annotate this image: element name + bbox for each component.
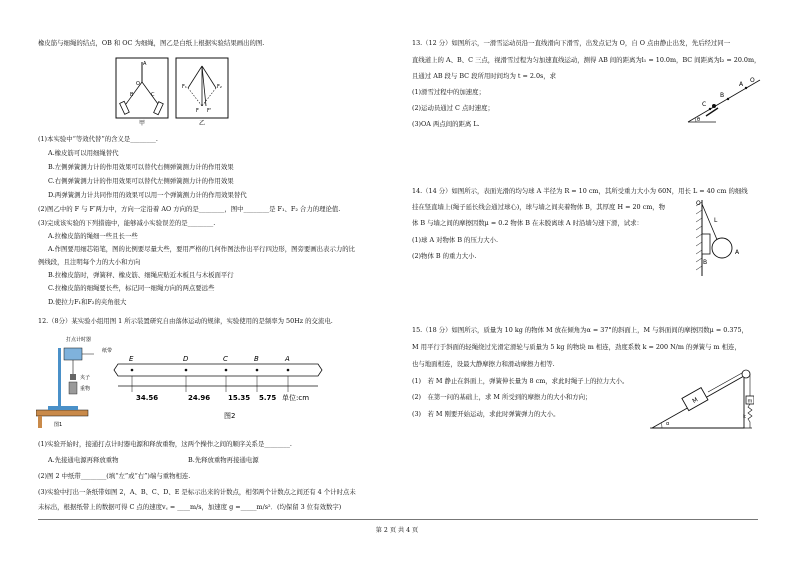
q12-part1-option-b: B.先释放重物再接通电源 [188,456,259,464]
ski-slope-figure [684,72,764,128]
q12-part3a: (3)实验中打出一条纸带如图 2，A、B、C、D、E 是标示出来的计数点，相邻两个计数点之间还有 4 个计时点未 [38,488,356,496]
q2-stem: (2)图乙中的 F 与 F′两力中，方向一定沿着 AO 方向的是________，图中________是 F₁、F₂ 合力的理论值. [38,205,341,213]
svg-text:M: M [691,396,700,405]
tape-point-label: A [285,355,290,363]
tape-dot [185,369,188,372]
q14-sub1: (1)球 A 对物体 B 的压力大小. [412,236,499,244]
svg-text:A: A [143,61,147,67]
tape-distance-label: 15.35 [228,394,251,402]
q14-sub2: (2)物体 B 的重力大小. [412,252,477,260]
incline-pulley-figure [648,362,754,432]
svg-text:重物: 重物 [80,386,91,392]
q15-sub3: (3) 若 M 刚要开始运动，求此时弹簧弹力的大小。 [412,410,560,418]
svg-text:L: L [714,217,718,224]
q1-option-c: C.右侧弹簧测力计的作用效果可以替代左侧弹簧测力计的作用效果 [48,177,234,185]
tape-point-label: C [223,355,228,363]
tape-dot [225,369,228,372]
q15-line3: 也与地面相连，设最大静摩擦力和滑动摩擦力相等. [412,360,555,368]
q14-line1: 14.（14 分）如图所示，表面光滑的均匀球 A 半径为 R = 10 cm，其所受重力大小为 60N，用长 L = 40 cm 的细线 [412,187,748,195]
q12-part1-option-a: A.先接通电源再释放重物 [48,456,119,464]
force-experiment-figure [114,56,234,128]
ball-wall-figure [682,198,752,278]
svg-text:m: m [747,398,753,405]
q13-line1: 13.（12 分）如图所示，一滑雪运动员沿一直线滑向下滑雪，出发点记为 O，自 O 点由静止出发，先后经过同一 [412,39,731,47]
svg-text:C: C [151,92,155,98]
q13-sub3: (3)OA 两点间的距离 L. [412,120,480,128]
svg-text:O: O [696,200,701,207]
q13-line2: 直线道上的 A、B、C 三点，视滑雪过程为匀加速直线运动，测得 AB 间的距离为l₁ = 10.0m，BC 间距离为l₂ = 20.0m， [412,56,761,64]
tape-unit-label: 单位:cm [282,394,310,402]
svg-text:B: B [703,259,708,266]
label-jia: 甲 [139,120,146,127]
tape-point-label: D [183,355,189,363]
q3-option-b: B.拉橡皮筋时，弹簧秤、橡皮筋、细绳应贴近木板且与木板面平行 [48,271,234,279]
svg-text:B: B [720,92,725,99]
tape-distance-label: 24.96 [188,394,211,402]
q15-line1: 15.（18 分）如图所示，质量为 10 kg 的物体 M 放在倾角为α = 37°的斜面上，M 与斜面间的摩擦因数μ = 0.375， [412,326,748,334]
q12-part3b: 未标出，根据纸带上的数据可得 C 点的速度v꜀ = ____m/s，加速度 g =_____m/s²．(均保留 3 位有效数字) [38,503,342,511]
svg-text:k: k [743,414,746,420]
tape-point-label: B [254,355,259,363]
tape-point-label: E [129,355,134,363]
q3-option-c: C.拉橡皮筋的细绳要长些，标记同一细绳方向的两点要远些 [48,284,215,292]
q1-option-b: B.左侧弹簧测力计的作用效果可以替代右侧弹簧测力计的作用效果 [48,163,234,171]
svg-text:A: A [735,249,740,256]
svg-text:打点计时器: 打点计时器 [66,337,92,343]
svg-text:F': F' [207,108,212,114]
svg-text:F: F [196,108,199,114]
tape-dot [287,369,290,372]
q3-option-a3: 例线段，且注明每个力的大小和方向 [38,258,141,266]
q1-option-a: A.橡皮筋可以用细绳替代 [48,149,119,157]
q3-option-a2: A.作图要用细芯铅笔，图的比例要尽量大些，要用严格的几何作图法作出平行四边形，图旁要画出表示力的比 [48,245,356,253]
footer-divider [38,519,758,520]
q15-sub2: (2) 在第一问的基础上，求 M 所受到的摩擦力的大小和方向； [412,393,592,401]
svg-text:图2: 图2 [224,412,236,420]
q3-option-d: D.使拉力F₁和F₂的夹角很大 [48,298,127,306]
svg-text:A: A [739,81,744,88]
svg-text:B: B [130,92,134,98]
svg-text:夹子: 夹子 [80,375,91,381]
q12-stem: 12.（8分）某实验小组用图 1 所示装置研究自由落体运动的规律，实验使用的是频率为 50Hz 的交流电. [38,317,333,325]
svg-text:F₁: F₁ [182,84,187,90]
q12-part2: (2)图 2 中纸带________(填“左”或“右”)端与重物相连. [38,472,191,480]
svg-text:O: O [136,81,140,87]
q14-line2: 挂在竖直墙上(绳子延长线会通过球心)，球与墙之间夹着物体 B，其厚度 H = 20 cm，物 [412,203,666,211]
q1-stem: (1)本实验中“等效代替”的含义是________. [38,135,158,143]
svg-text:α: α [666,421,670,427]
q13-line3: 且通过 AB 段与 BC 段所用时间均为 t = 2.0s，求 [412,72,557,80]
label-yi: 乙 [199,120,206,127]
q12-part1: (1)实验开始时，接通打点计时器电源和释放重物，这两个操作之间的顺序关系是________. [38,440,292,448]
tape-dot [131,369,134,372]
q15-line2: M 用平行于斜面的轻绳绕过光滑定滑轮与质量为 5 kg 的物块 m 相连，劲度系数 k = 200 N/m 的弹簧与 m 相连， [412,343,741,351]
tape-dot [256,369,259,372]
q3-stem: (3)完成该实验的下列措施中，能够减小实验误差的是________. [38,219,216,227]
svg-text:图1: 图1 [54,422,63,428]
q1-option-d: D.两弹簧测力计共同作用的效果可以用一个弹簧测力计的作用效果替代 [48,191,247,199]
q14-line3: 体 B 与墙之间的摩擦因数μ = 0.2 物体 B 在未脱离球 A 时沿墙匀速下滑，试求： [412,219,643,227]
svg-text:θ: θ [697,117,701,123]
tape-distance-label: 5.75 [259,394,277,402]
q13-sub1: (1)滑雪过程中的加速度； [412,88,485,96]
free-fall-figure [36,330,336,430]
svg-text:C: C [702,101,707,108]
tape-distance-label: 34.56 [136,394,159,402]
q3-option-a1: A.拉橡皮筋的绳细一些且长一些 [48,232,138,240]
intro-text: 橡皮筋与细绳的结点，OB 和 OC 为细绳，图乙是白纸上根据实验结果画出的图. [38,39,265,47]
svg-text:纸带: 纸带 [102,348,113,354]
svg-text:O: O [750,77,755,84]
q15-sub1: (1) 若 M 静止在斜面上，弹簧伸长量为 8 cm，求此时绳子上的拉力大小。 [412,377,629,385]
q13-sub2: (2)运动员通过 C 点时速度； [412,104,494,112]
page-number: 第 2 页 共 4 页 [375,527,419,534]
svg-text:F₂: F₂ [217,84,222,90]
